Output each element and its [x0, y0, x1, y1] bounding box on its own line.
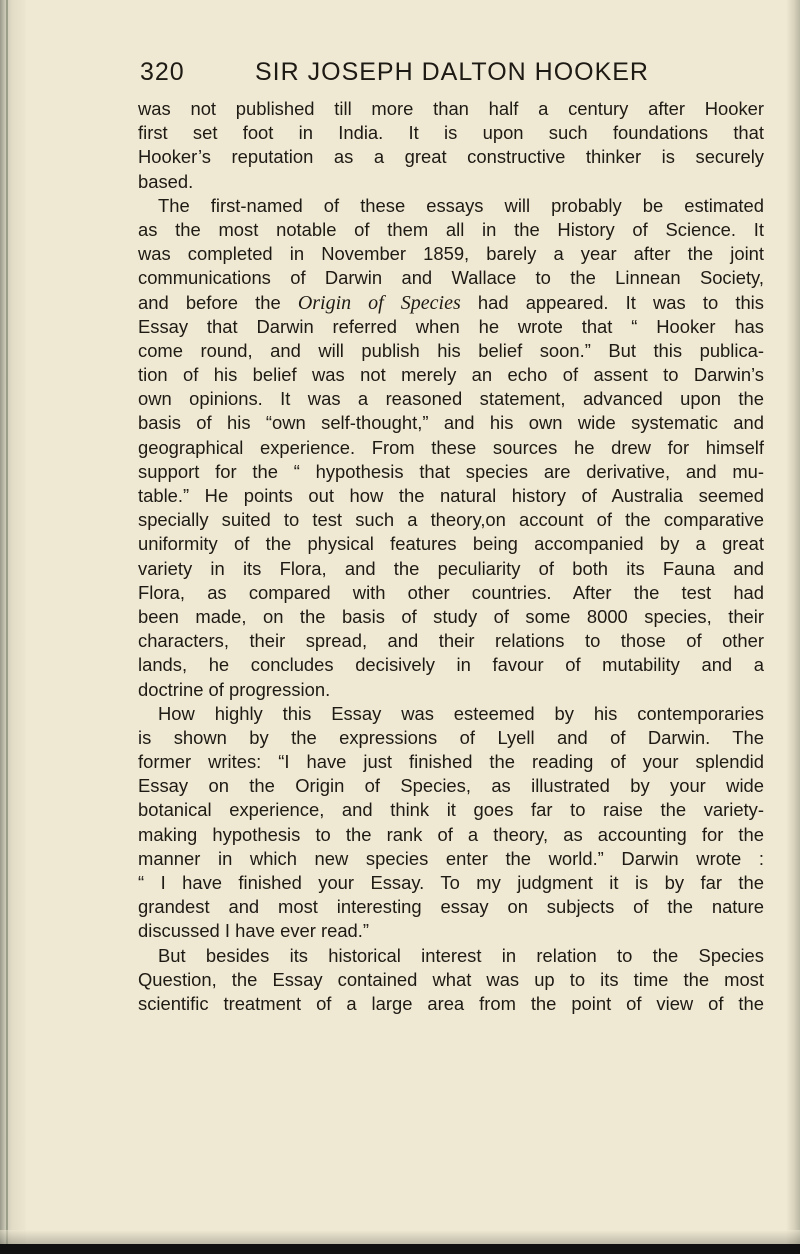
binding-edge-line	[6, 0, 8, 1254]
text-line: grandest and most interesting essay on subjects of the nature	[138, 896, 764, 918]
text-line: doctrine of progression.	[138, 678, 331, 700]
text-line: table.” He points out how the natural history of Australia seemed	[138, 485, 764, 506]
text-line: based.	[138, 170, 194, 192]
page-right-edge	[786, 0, 800, 1254]
text-line: specially suited to test such a theory,on account of the comparative	[138, 509, 764, 531]
text-line: variety in its Flora, and the peculiarity of both its Fauna and	[138, 557, 764, 579]
text-line: Essay that Darwin referred when he wrote that “ Hooker has	[138, 315, 764, 337]
book-spine-shadow	[0, 0, 26, 1254]
text-line: botanical experience, and think it goes far to raise the variety-	[138, 799, 764, 821]
text-line: own opinions. It was a reasoned statement, advanced upon the	[138, 388, 764, 410]
text-line: communications of Darwin and Wallace to the Linnean Society,	[138, 267, 764, 289]
text-line: basis of his “own self-thought,” and his own wide systematic and	[138, 412, 764, 434]
text-line-with-title	[138, 291, 764, 315]
running-head	[140, 58, 780, 92]
text-line: Essay on the Origin of Species, as illustrated by your wide	[138, 775, 764, 797]
text-line: first set foot in India. It is upon such foundations that	[138, 122, 764, 144]
text-line: come round, and will publish his belief soon.” But this publica-	[138, 339, 764, 361]
page-number: 320	[140, 58, 185, 86]
text-line: been made, on the basis of study of some 8000 species, their	[138, 605, 764, 627]
text-fragment: and before the	[138, 291, 281, 313]
text-line: tion of his belief was not merely an echo of assent to Darwin’s	[138, 364, 764, 386]
text-line: support for the “ hypothesis that species are derivative, and mu-	[138, 460, 764, 482]
text-line: Question, the Essay contained what was up to its time the most	[138, 968, 764, 990]
text-line: scientific treatment of a large area from the point of view of the	[138, 992, 764, 1014]
body-text	[138, 97, 764, 1016]
text-line: manner in which new species enter the world.” Darwin wrote :	[138, 847, 764, 869]
text-line: The first-named of these essays will probably be estimated	[158, 194, 764, 216]
text-line: former writes: “I have just finished the reading of your splendid	[138, 751, 764, 773]
text-line: How highly this Essay was esteemed by his contemporaries	[158, 702, 764, 724]
text-line: as the most notable of them all in the History of Science. It	[138, 218, 764, 240]
text-line: making hypothesis to the rank of a theory, as accounting for the	[138, 823, 764, 845]
text-line: uniformity of the physical features being accompanied by a great	[138, 533, 764, 555]
text-line: Flora, as compared with other countries. After the test had	[138, 581, 764, 603]
scan-bottom-edge	[0, 1244, 800, 1254]
text-line: Hooker’s reputation as a great constructive thinker is securely	[138, 146, 764, 168]
text-line: was completed in November 1859, barely a year after the joint	[138, 243, 764, 265]
text-line: But besides its historical interest in relation to the Species	[158, 944, 764, 966]
book-title-italic: Origin of Species	[297, 291, 461, 314]
text-line: was not published till more than half a century after Hooker	[138, 98, 764, 119]
text-line: discussed I have ever read.”	[138, 920, 370, 942]
text-line: characters, their spread, and their relations to those of other	[138, 630, 764, 652]
text-line: “ I have finished your Essay. To my judgment it is by far the	[138, 872, 764, 893]
running-title: SIR JOSEPH DALTON HOOKER	[255, 58, 649, 86]
text-line: geographical experience. From these sources he drew for himself	[138, 436, 764, 458]
page-bottom-shadow	[0, 1230, 800, 1244]
text-fragment: had appeared. It was to this	[477, 291, 764, 313]
text-line: is shown by the expressions of Lyell and of Darwin. The	[138, 726, 764, 748]
text-line: lands, he concludes decisively in favour of mutability and a	[138, 654, 764, 676]
